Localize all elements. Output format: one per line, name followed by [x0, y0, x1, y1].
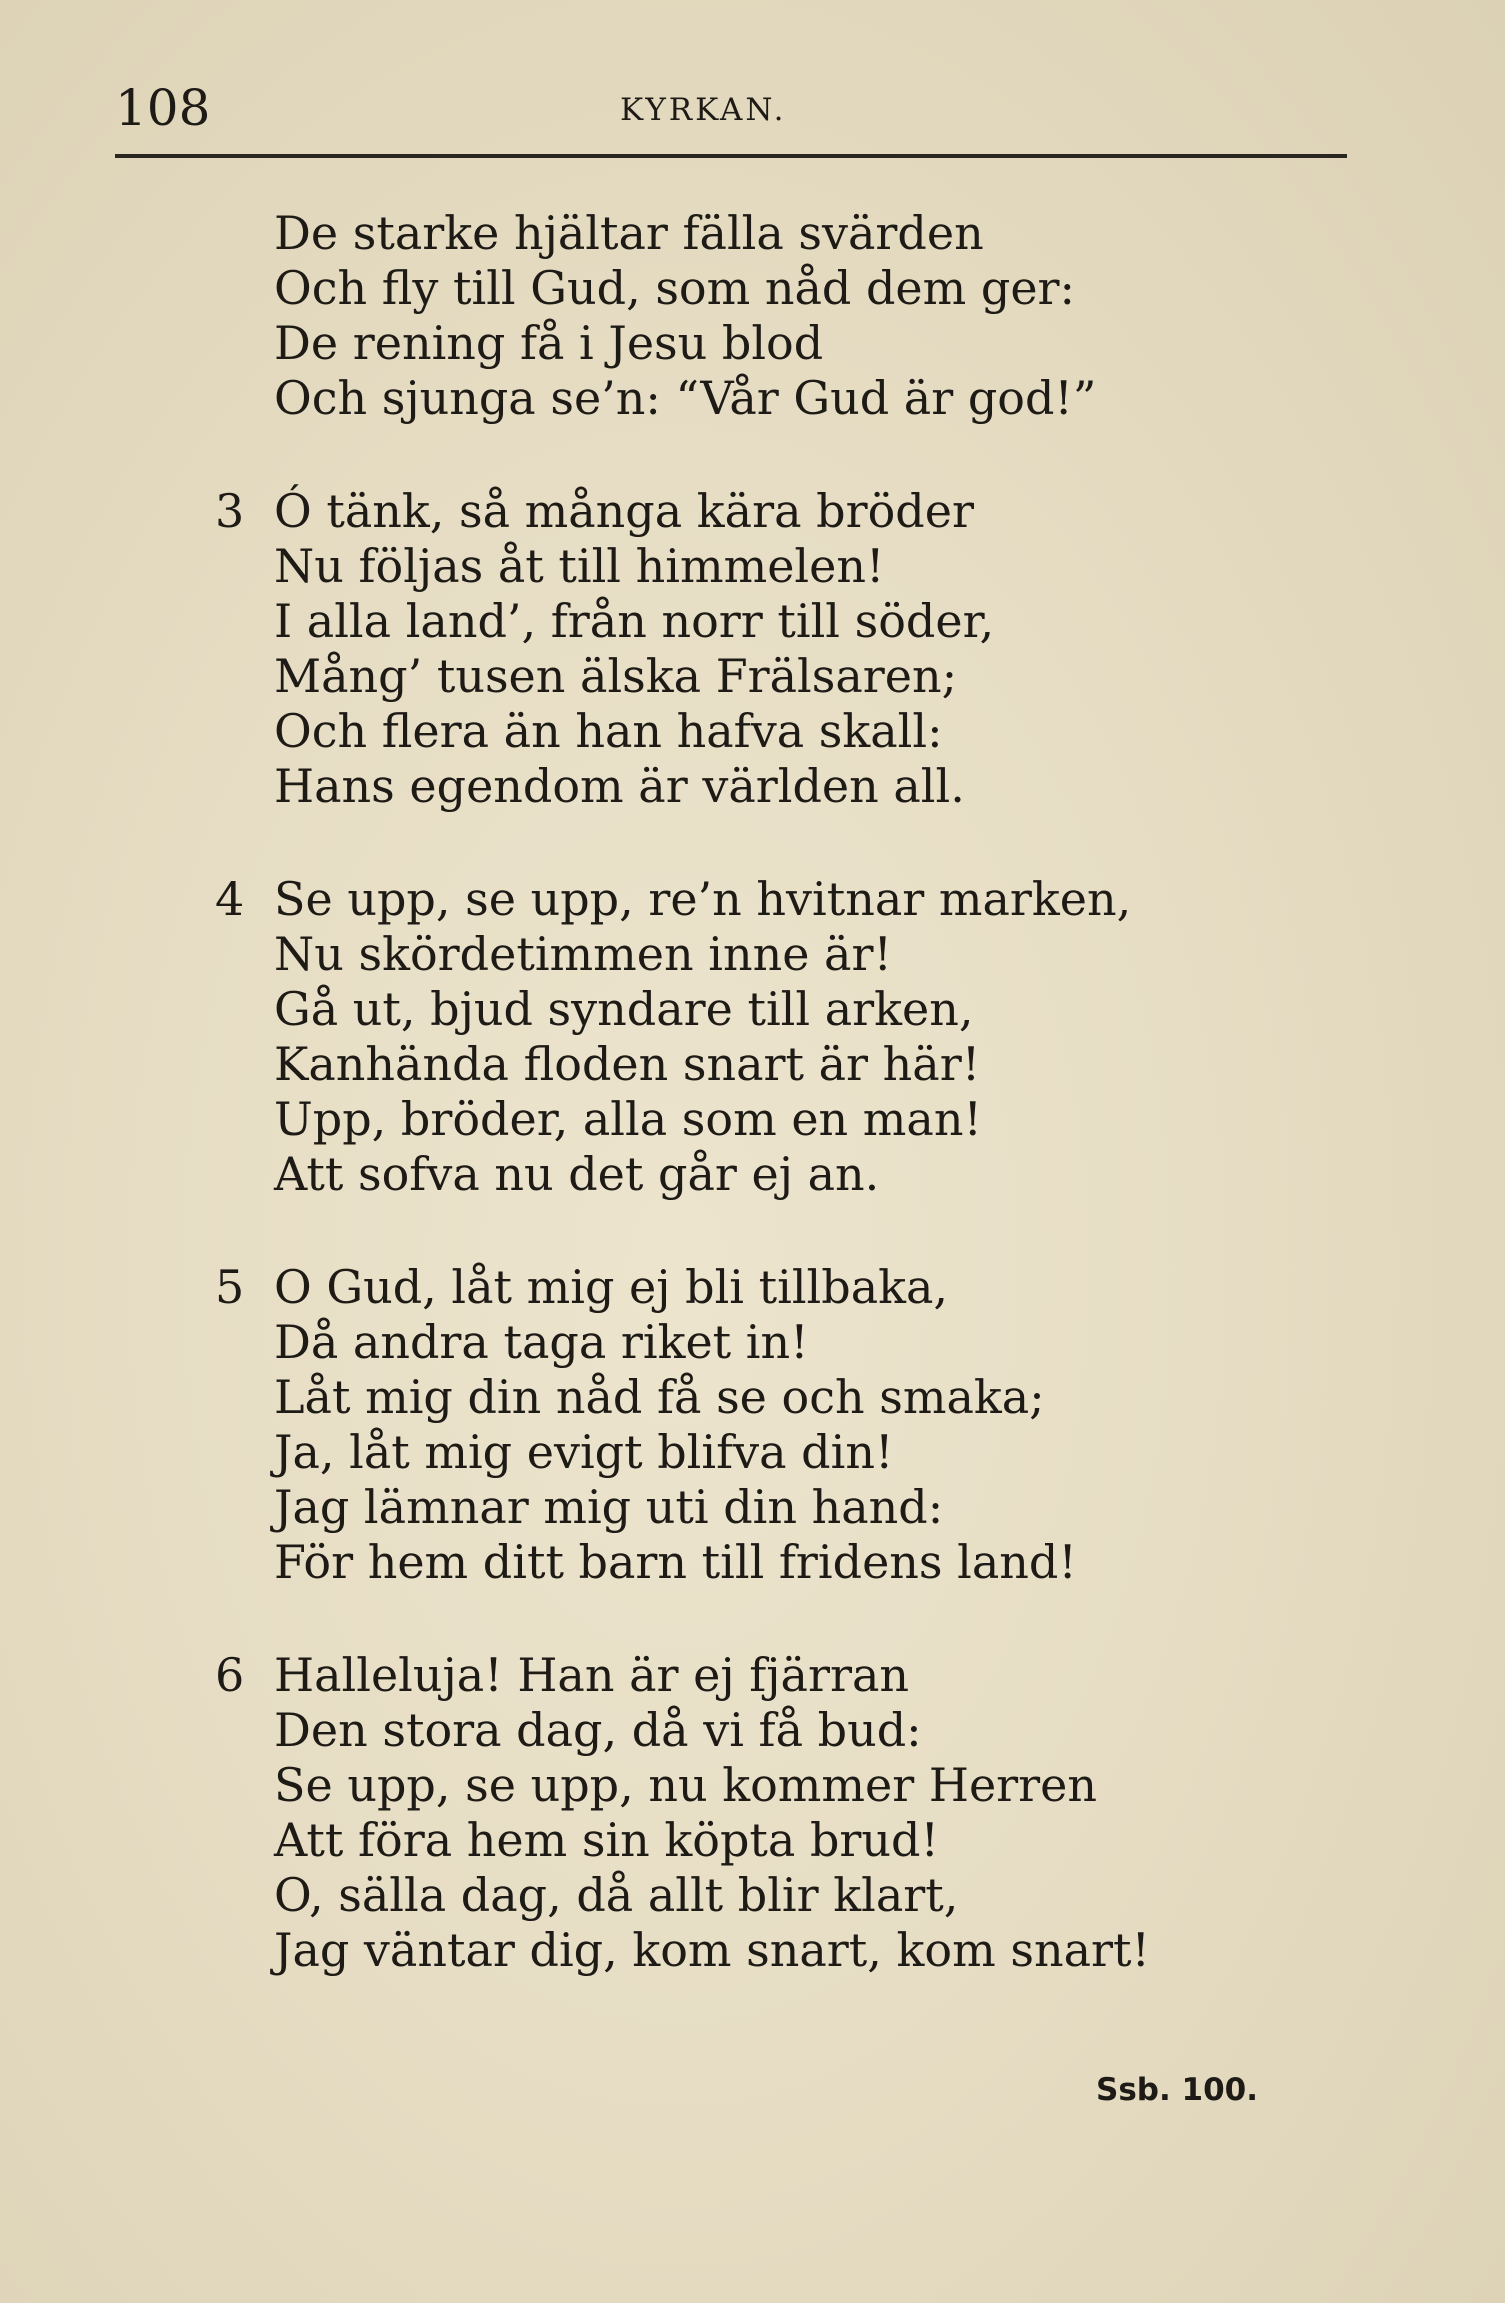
stanza-line: O Gud, låt mig ej bli tillbaka,: [274, 1260, 949, 1314]
stanza-line: Mång’ tusen älska Frälsaren;: [274, 649, 958, 703]
stanza-3: [0, 484, 1505, 814]
stanza-number: 6: [215, 1648, 245, 1702]
stanza-line: Då andra taga riket in!: [274, 1315, 809, 1369]
stanza-line: De rening få i Jesu blod: [274, 316, 824, 370]
stanza-line: Ja, låt mig evigt blifva din!: [274, 1425, 894, 1479]
page-header: [115, 78, 1345, 138]
stanza-line: Låt mig din nåd få se och smaka;: [274, 1370, 1045, 1424]
stanza-line: Upp, bröder, alla som en man!: [274, 1092, 982, 1146]
hymn-stanzas: [0, 206, 1505, 2036]
stanza-line: Gå ut, bjud syndare till arken,: [274, 982, 974, 1036]
stanza-line: Nu skördetimmen inne är!: [274, 927, 892, 981]
page-number: 108: [115, 79, 211, 137]
stanza-line: Se upp, se upp, nu kommer Herren: [274, 1758, 1098, 1812]
stanza-line: Och sjunga se’n: “Vår Gud är god!”: [274, 371, 1097, 425]
stanza-line: För hem ditt barn till fridens land!: [274, 1535, 1077, 1589]
stanza-line: Kanhända floden snart är här!: [274, 1037, 981, 1091]
header-rule: [115, 154, 1347, 158]
stanza-line: Ó tänk, så många kära bröder: [274, 484, 974, 538]
stanza-line: Att föra hem sin köpta brud!: [274, 1813, 939, 1867]
stanza-continued: [0, 206, 1505, 426]
stanza-5: [0, 1260, 1505, 1590]
stanza-number: 4: [215, 872, 245, 926]
stanza-line: Att sofva nu det går ej an.: [274, 1147, 880, 1201]
stanza-line: Hans egendom är världen all.: [274, 759, 965, 813]
stanza-line: Se upp, se upp, re’n hvitnar marken,: [274, 872, 1132, 926]
stanza-line: Jag lämnar mig uti din hand:: [274, 1480, 944, 1534]
stanza-number: 5: [215, 1260, 245, 1314]
stanza-line: I alla land’, från norr till söder,: [274, 594, 995, 648]
stanza-number: 3: [215, 484, 245, 538]
stanza-line: De starke hjältar fälla svärden: [274, 206, 984, 260]
stanza-4: [0, 872, 1505, 1202]
stanza-6: [0, 1648, 1505, 1978]
stanza-line: Den stora dag, då vi få bud:: [274, 1703, 922, 1757]
stanza-line: Och fly till Gud, som nåd dem ger:: [274, 261, 1076, 315]
stanza-line: Och flera än han hafva skall:: [274, 704, 943, 758]
stanza-line: Jag väntar dig, kom snart, kom snart!: [274, 1923, 1150, 1977]
hymn-reference: Ssb. 100.: [1096, 2072, 1259, 2108]
stanza-line: O, sälla dag, då allt blir klart,: [274, 1868, 959, 1922]
stanza-line: Halleluja! Han är ej fjärran: [274, 1648, 909, 1702]
running-head: KYRKAN.: [620, 92, 787, 128]
stanza-line: Nu följas åt till himmelen!: [274, 539, 885, 593]
